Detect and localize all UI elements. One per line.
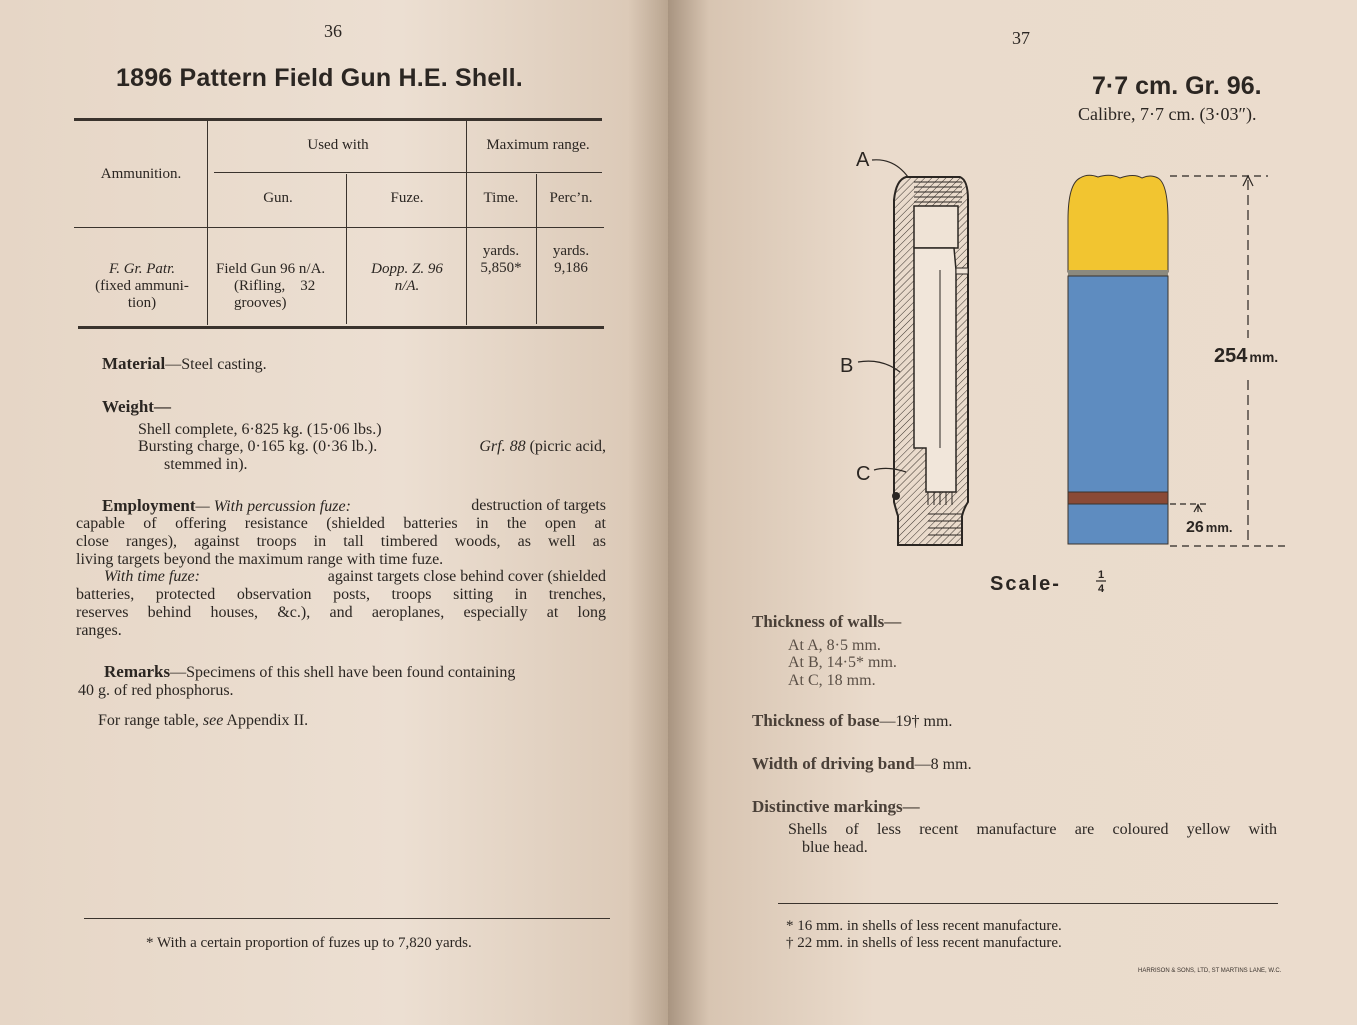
employment-line: ranges. <box>76 622 122 639</box>
band-label: Width of driving band <box>752 754 915 773</box>
table-header-rule <box>74 227 604 228</box>
employment-line <box>102 497 606 516</box>
shell-coloured-drawing <box>1068 175 1168 544</box>
base-label: Thickness of base <box>752 711 880 730</box>
base-value: —19† mm. <box>879 713 953 730</box>
dim-band-value: 26 <box>1186 519 1204 536</box>
label-b: B <box>840 355 854 377</box>
dim-total-value: 254 <box>1214 345 1248 367</box>
page-title: 7·7 cm. Gr. 96. <box>1092 72 1262 100</box>
walls-c: At C, 18 mm. <box>788 672 876 689</box>
band-value: —8 mm. <box>914 756 972 773</box>
material-paragraph <box>102 355 267 374</box>
remarks-text: —Specimens of this shell have been found containing <box>170 664 516 681</box>
dim-band-unit: mm. <box>1205 520 1233 535</box>
range-text: For range table, <box>98 712 199 729</box>
scale-denominator: 4 <box>1098 583 1105 595</box>
range-table-note <box>98 712 308 730</box>
footnote-rule <box>84 918 610 919</box>
markings-line: blue head. <box>802 839 868 856</box>
scale-label: Scale- <box>990 573 1061 595</box>
left-page <box>0 0 668 1025</box>
label-c: C <box>856 463 871 485</box>
table-vline <box>346 174 347 324</box>
printer-imprint: HARRISON & SONS, LTD, ST MARTINS LANE, W.C. <box>1138 968 1282 974</box>
ammunition-note: tion) <box>127 295 157 311</box>
perc-unit: yards. <box>552 243 590 259</box>
table-vline <box>207 121 208 325</box>
markings-line: Shells of less recent manufacture are coloured yellow with <box>788 821 1277 838</box>
remarks-line <box>104 663 608 682</box>
base-paragraph <box>752 712 952 731</box>
footnote: † 22 mm. in shells of less recent manufacture. <box>786 935 1062 951</box>
weight-line: stemmed in). <box>164 456 248 473</box>
weight-charge: Bursting charge, 0·165 kg. (0·36 lb.). <box>138 438 378 455</box>
gun-line: grooves) <box>234 295 287 311</box>
dim-band <box>1186 519 1233 536</box>
range-see: see <box>202 712 224 729</box>
employment-line: reserves behind houses, &c.), and aeroplanes, especially at long <box>76 604 606 621</box>
weight-line <box>138 438 606 456</box>
shell-diagram <box>828 140 1308 600</box>
header-maximum-range: Maximum range. <box>486 137 590 153</box>
cell-perc <box>538 243 604 277</box>
employment-label: Employment <box>102 496 196 515</box>
cell-time <box>468 243 534 277</box>
weight-label: Weight— <box>102 397 171 416</box>
weight-picric: (picric acid, <box>529 438 606 455</box>
ammunition-name: F. Gr. Patr. <box>109 261 175 277</box>
gun-line: (Rifling, 32 <box>234 278 316 294</box>
walls-label: Thickness of walls— <box>752 612 902 631</box>
material-label: Material <box>102 354 166 373</box>
material-text: —Steel casting. <box>165 356 267 373</box>
employment-line: living targets beyond the maximum range with time fuze. <box>76 551 444 568</box>
remarks-line: 40 g. of red phosphorus. <box>78 682 234 699</box>
footnote: * 16 mm. in shells of less recent manufacture. <box>786 918 1062 934</box>
employment-text: destruction of targets <box>471 497 606 514</box>
cell-fuze <box>350 261 464 295</box>
time-unit: yards. <box>482 243 520 259</box>
header-used-with: Used with <box>307 137 369 153</box>
header-fuze: Fuze. <box>390 190 424 206</box>
time-value: 5,850* <box>480 260 522 276</box>
employment-intro: — With percussion fuze: <box>195 498 351 515</box>
employment-line: close ranges), against troops in tall timbered woods, as well as <box>76 533 606 550</box>
fuze-line: Dopp. Z. 96 <box>371 261 443 277</box>
dim-total-unit: mm. <box>1249 349 1279 365</box>
table-subheader-rule <box>214 172 602 173</box>
fuze-line: n/A. <box>394 278 420 294</box>
table-vline <box>536 174 537 324</box>
remarks-label: Remarks <box>104 662 171 681</box>
table-bottom-rule <box>78 326 604 329</box>
dim-total <box>1214 345 1278 367</box>
cell-ammunition <box>80 261 204 312</box>
range-appendix: Appendix II. <box>226 712 309 729</box>
calibre: Calibre, 7·7 cm. (3·03″). <box>1078 104 1257 124</box>
label-a: A <box>856 149 870 171</box>
footnote: * With a certain proportion of fuzes up to 7,820 yards. <box>146 935 472 951</box>
weight-grf: Grf. 88 <box>479 438 526 455</box>
page-number: 37 <box>1012 28 1030 48</box>
markings-label: Distinctive markings— <box>752 797 920 816</box>
scale-numerator: 1 <box>1098 569 1105 581</box>
header-gun: Gun. <box>263 190 293 206</box>
page-title: 1896 Pattern Field Gun H.E. Shell. <box>116 64 523 92</box>
weight-line: Shell complete, 6·825 kg. (15·06 lbs.) <box>138 421 382 438</box>
walls-a: At A, 8·5 mm. <box>788 637 881 654</box>
shell-section-drawing <box>892 177 968 545</box>
table-vline <box>466 121 467 325</box>
header-time: Time. <box>483 190 519 206</box>
cell-gun <box>212 261 346 312</box>
employment-line: batteries, protected observation posts, troops sitting in trenches, <box>76 586 606 603</box>
table-top-rule <box>74 118 602 121</box>
header-ammunition: Ammunition. <box>100 166 182 182</box>
footnote-rule <box>778 903 1278 904</box>
band-paragraph <box>752 755 972 774</box>
page-number: 36 <box>324 21 342 41</box>
employment-line <box>104 568 606 586</box>
employment-line: capable of offering resistance (shielded batteries in the open at <box>76 515 606 532</box>
walls-b: At B, 14·5* mm. <box>788 654 897 671</box>
ammunition-note: (fixed ammuni- <box>95 278 189 294</box>
perc-value: 9,186 <box>554 260 588 276</box>
gun-line: Field Gun 96 n/A. <box>216 261 326 277</box>
right-page <box>668 0 1357 1025</box>
employment-time-fuze: With time fuze: <box>104 568 200 585</box>
header-percn: Perc’n. <box>549 190 593 206</box>
employment-text: against targets close behind cover (shielded <box>327 568 606 585</box>
